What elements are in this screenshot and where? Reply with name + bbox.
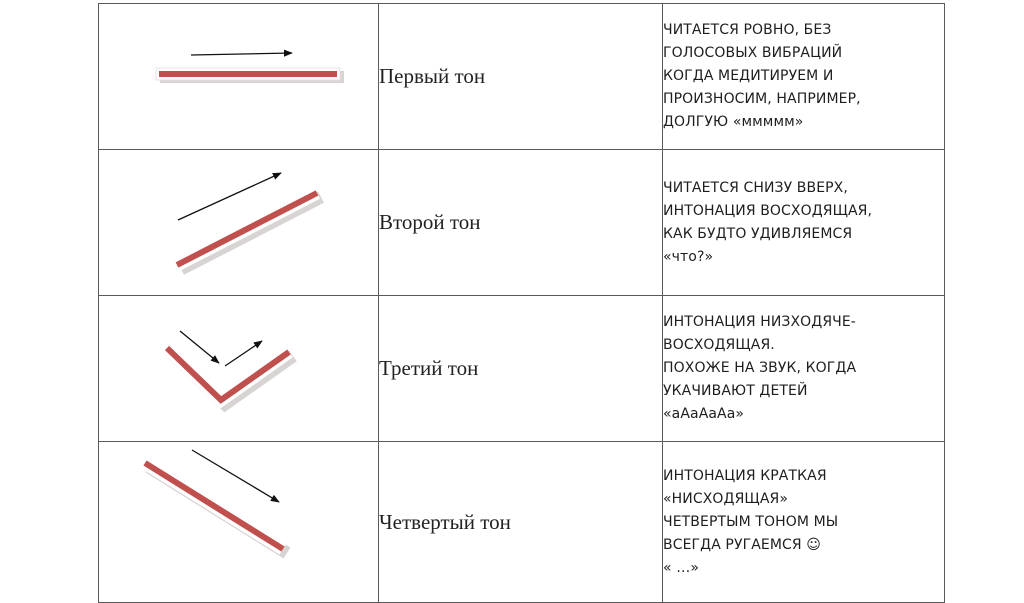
tone-description: ИНТОНАЦИЯ КРАТКАЯ «НИСХОДЯЩАЯ» ЧЕТВЕРТЫМ ТОНОМ МЫ ВСЕГДА РУГАЕМСЯ ☺ « …»: [663, 442, 945, 603]
table-row: [99, 296, 945, 442]
tone-description: ЧИТАЕТСЯ РОВНО, БЕЗ ГОЛОСОВЫХ ВИБРАЦИЙ КОГДА МЕДИТИРУЕМ И ПРОИЗНОСИМ, НАПРИМЕР, ДОЛГУЮ «ммммм»: [663, 4, 945, 150]
tone-name: Первый тон: [379, 4, 663, 150]
tone-icon-cell: [99, 442, 379, 603]
level-tone-icon: [99, 4, 378, 149]
table-row: [99, 150, 945, 296]
tone-icon-cell: [99, 296, 379, 442]
tone-description: ИНТОНАЦИЯ НИЗХОДЯЧЕ- ВОСХОДЯЩАЯ. ПОХОЖЕ НА ЗВУК, КОГДА УКАЧИВАЮТ ДЕТЕЙ «аАаАаАа»: [663, 296, 945, 442]
tone-icon-cell: [99, 150, 379, 296]
rising-tone-icon: [99, 150, 378, 295]
tone-icon-cell: [99, 4, 379, 150]
tone-name: Третий тон: [379, 296, 663, 442]
table-row: [99, 4, 945, 150]
table-row: [99, 442, 945, 603]
falling-tone-icon: [99, 442, 378, 602]
tone-name: Второй тон: [379, 150, 663, 296]
tone-description: ЧИТАЕТСЯ СНИЗУ ВВЕРХ, ИНТОНАЦИЯ ВОСХОДЯЩАЯ, КАК БУДТО УДИВЛЯЕМСЯ «что?»: [663, 150, 945, 296]
dipping-tone-icon: [99, 296, 378, 441]
tones-table: [98, 3, 945, 603]
tone-name: Четвертый тон: [379, 442, 663, 603]
